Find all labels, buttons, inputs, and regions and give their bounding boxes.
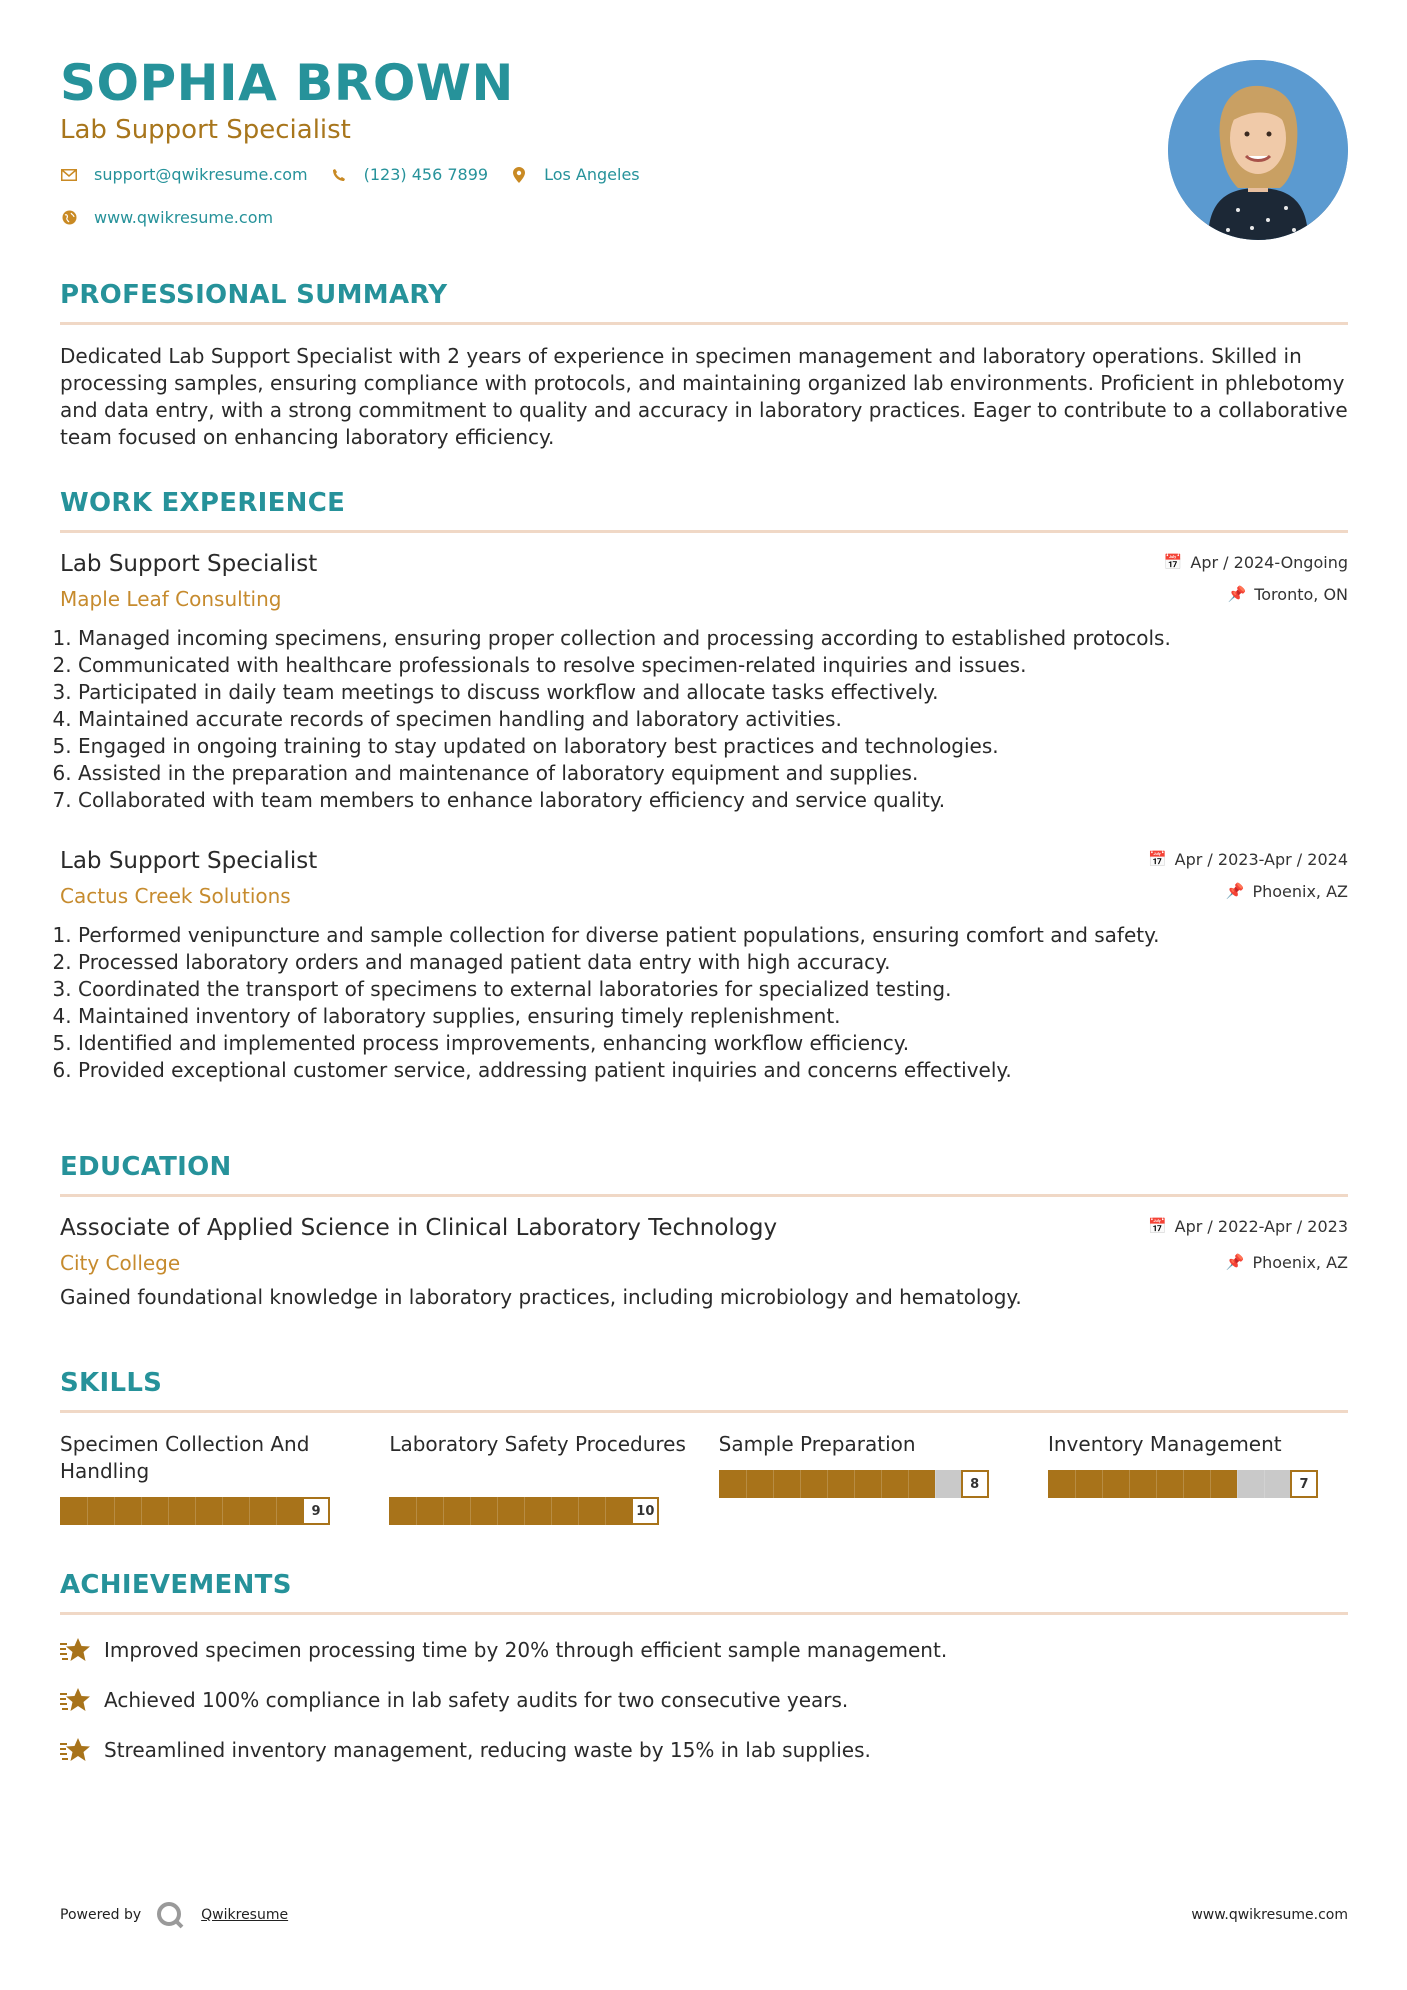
resume-header xyxy=(60,56,1180,227)
star-icon xyxy=(60,1735,90,1765)
skill-item xyxy=(60,1431,360,1525)
skill-score: 10 xyxy=(631,1497,659,1525)
achievement-text: Improved specimen processing time by 20% through efficient sample management. xyxy=(104,1638,948,1662)
skill-meter xyxy=(389,1497,689,1525)
skill-bar-track xyxy=(719,1470,989,1498)
envelope-icon xyxy=(60,166,78,184)
skill-bar-fill xyxy=(1048,1470,1237,1498)
globe-icon xyxy=(60,209,78,227)
skill-bar-segment xyxy=(1210,1470,1211,1498)
skill-bar-segment xyxy=(416,1497,417,1525)
website-text: www.qwikresume.com xyxy=(94,208,274,227)
skill-bar-segment xyxy=(195,1497,196,1525)
skill-bar-track xyxy=(389,1497,659,1525)
skill-item xyxy=(719,1431,1019,1525)
job-bullet: 5. Engaged in ongoing training to stay updated on laboratory best practices and technologies. xyxy=(78,733,1348,760)
skill-bar-segment xyxy=(114,1497,115,1525)
job-bullet: 5. Identified and implemented process improvements, enhancing workflow efficiency. xyxy=(78,1030,1348,1057)
school-name: City College xyxy=(60,1251,181,1275)
skill-bar-segment xyxy=(87,1497,88,1525)
achievements-heading: ACHIEVEMENTS xyxy=(60,1570,292,1600)
section-divider xyxy=(60,322,1348,325)
skill-bar-segment xyxy=(168,1497,169,1525)
job-role: Lab Support Specialist xyxy=(60,848,318,874)
degree-title: Associate of Applied Science in Clinical Laboratory Technology xyxy=(60,1215,778,1241)
phone-text: (123) 456 7899 xyxy=(363,165,489,184)
calendar-icon: 📅 xyxy=(1147,1217,1167,1235)
skill-bar-segment xyxy=(1075,1470,1076,1498)
job-bullet: 4. Maintained accurate records of specimen handling and laboratory activities. xyxy=(78,706,1348,733)
map-pin-icon xyxy=(510,166,528,184)
skill-bar-segment xyxy=(800,1470,801,1498)
phone-icon xyxy=(330,166,348,184)
skill-meter xyxy=(719,1470,1019,1498)
skill-item xyxy=(1048,1431,1348,1525)
skill-bar-segment xyxy=(551,1497,552,1525)
skill-bar-segment xyxy=(908,1470,909,1498)
contact-location xyxy=(510,165,640,184)
skill-bar-segment xyxy=(1129,1470,1130,1498)
skill-bar-segment xyxy=(249,1497,250,1525)
footer-website[interactable]: www.qwikresume.com xyxy=(1191,1907,1348,1923)
skill-bar-segment xyxy=(141,1497,142,1525)
achievement-text: Achieved 100% compliance in lab safety audits for two consecutive years. xyxy=(104,1688,849,1712)
skill-bar-segment xyxy=(443,1497,444,1525)
contact-email[interactable] xyxy=(60,165,308,184)
skill-name: Laboratory Safety Procedures xyxy=(389,1432,686,1456)
skill-meter xyxy=(60,1497,360,1525)
section-divider xyxy=(60,530,1348,533)
section-divider xyxy=(60,1410,1348,1413)
job-bullet: 6. Provided exceptional customer service, addressing patient inquiries and concerns effectively. xyxy=(78,1057,1348,1084)
achievement-item xyxy=(60,1685,1348,1715)
skill-bar-segment xyxy=(497,1497,498,1525)
pushpin-icon: 📌 xyxy=(1227,585,1247,603)
education-section xyxy=(60,1152,1348,1309)
skill-bar-segment xyxy=(1102,1470,1103,1498)
skill-bar-segment xyxy=(935,1470,936,1498)
job-bullet: 3. Coordinated the transport of specimens to external laboratories for specialized testing. xyxy=(78,976,1348,1003)
job-dates: Apr / 2023-Apr / 2024 xyxy=(1174,849,1348,869)
contact-row-website xyxy=(60,208,1180,227)
job-location: Phoenix, AZ xyxy=(1252,881,1348,901)
skill-bar-segment xyxy=(470,1497,471,1525)
experience-section xyxy=(60,488,1348,1084)
profile-photo xyxy=(1168,60,1348,240)
skill-score: 7 xyxy=(1290,1470,1318,1498)
job-bullet: 2. Processed laboratory orders and managed patient data entry with high accuracy. xyxy=(78,949,1348,976)
skill-bar-segment xyxy=(578,1497,579,1525)
skills-list xyxy=(60,1431,1348,1525)
achievement-text: Streamlined inventory management, reducing waste by 15% in lab supplies. xyxy=(104,1738,871,1762)
skill-bar-segment xyxy=(276,1497,277,1525)
achievement-item xyxy=(60,1735,1348,1765)
job-bullet: 6. Assisted in the preparation and maintenance of laboratory equipment and supplies. xyxy=(78,760,1348,787)
candidate-title: Lab Support Specialist xyxy=(60,115,351,145)
contact-phone[interactable] xyxy=(330,165,488,184)
education-description: Gained foundational knowledge in laboratory practices, including microbiology and hematology. xyxy=(60,1285,1022,1309)
section-divider xyxy=(60,1194,1348,1197)
job-bullet: 3. Participated in daily team meetings to discuss workflow and allocate tasks effectively. xyxy=(78,679,1348,706)
calendar-icon: 📅 xyxy=(1163,553,1183,571)
skill-bar-track xyxy=(1048,1470,1318,1498)
job-bullet: 7. Collaborated with team members to enhance laboratory efficiency and service quality. xyxy=(78,787,1348,814)
skill-bar-segment xyxy=(524,1497,525,1525)
portrait-illustration xyxy=(1168,60,1348,240)
skill-item xyxy=(389,1431,689,1525)
skill-bar-fill xyxy=(60,1497,303,1525)
skill-bar-segment xyxy=(773,1470,774,1498)
skill-bar-segment xyxy=(1264,1470,1265,1498)
star-icon xyxy=(60,1635,90,1665)
skill-bar-track xyxy=(60,1497,330,1525)
education-heading: EDUCATION xyxy=(60,1152,232,1182)
summary-section xyxy=(60,280,1348,451)
summary-text: Dedicated Lab Support Specialist with 2 years of experience in specimen management and laboratory operations. Skilled in processing samples, ensuring compliance with protocols, and maintaining organized lab environments. Proficient in phlebotomy and data entry, with a strong commitment to quality and accuracy in laboratory practices. Eager to contribute to a collaborative team focused on enhancing laboratory efficiency. xyxy=(60,344,1348,449)
skills-section xyxy=(60,1368,1348,1525)
skills-heading: SKILLS xyxy=(60,1368,163,1398)
job-bullet: 4. Maintained inventory of laboratory supplies, ensuring timely replenishment. xyxy=(78,1003,1348,1030)
brand-link[interactable]: Qwikresume xyxy=(201,1907,289,1923)
skill-meter xyxy=(1048,1470,1348,1498)
skill-score: 8 xyxy=(961,1470,989,1498)
skill-name: Sample Preparation xyxy=(718,1432,916,1456)
job-company: Maple Leaf Consulting xyxy=(60,587,282,611)
skill-bar-segment xyxy=(1183,1470,1184,1498)
experience-heading: WORK EXPERIENCE xyxy=(60,488,346,518)
education-entry xyxy=(60,1215,1348,1309)
star-icon xyxy=(60,1685,90,1715)
pushpin-icon: 📌 xyxy=(1225,1253,1245,1271)
skill-bar-segment xyxy=(881,1470,882,1498)
calendar-icon: 📅 xyxy=(1147,850,1167,868)
job-bullet: 1. Performed venipuncture and sample collection for diverse patient populations, ensuring comfort and safety. xyxy=(78,922,1348,949)
location-text: Los Angeles xyxy=(544,165,640,184)
skill-bar-segment xyxy=(854,1470,855,1498)
education-dates: Apr / 2022-Apr / 2023 xyxy=(1174,1216,1348,1236)
job-location: Toronto, ON xyxy=(1254,584,1348,604)
job-entry xyxy=(60,551,1348,814)
job-bullets xyxy=(60,625,1348,814)
contact-website[interactable] xyxy=(60,208,273,227)
section-divider xyxy=(60,1612,1348,1615)
education-location: Phoenix, AZ xyxy=(1252,1252,1348,1272)
skill-bar-segment xyxy=(222,1497,223,1525)
skill-score: 9 xyxy=(302,1497,330,1525)
pushpin-icon: 📌 xyxy=(1225,882,1245,900)
email-text: support@qwikresume.com xyxy=(94,165,308,184)
skill-bar-segment xyxy=(827,1470,828,1498)
powered-by-label: Powered by xyxy=(60,1907,142,1923)
achievements-section xyxy=(60,1570,1348,1765)
job-dates: Apr / 2024-Ongoing xyxy=(1190,552,1348,572)
page-footer xyxy=(60,1900,1348,1930)
candidate-name: SOPHIA BROWN xyxy=(60,54,514,112)
qwikresume-logo-icon xyxy=(155,1900,185,1930)
skill-bar-segment xyxy=(1237,1470,1238,1498)
job-role: Lab Support Specialist xyxy=(60,551,318,577)
job-entry xyxy=(60,848,1348,1084)
job-company: Cactus Creek Solutions xyxy=(60,884,291,908)
skill-bar-segment xyxy=(605,1497,606,1525)
contact-row xyxy=(60,165,1180,184)
summary-heading: PROFESSIONAL SUMMARY xyxy=(60,280,448,310)
skill-name: Specimen Collection And Handling xyxy=(60,1432,310,1483)
skill-bar-segment xyxy=(1156,1470,1157,1498)
skill-bar-segment xyxy=(746,1470,747,1498)
job-bullet: 2. Communicated with healthcare professionals to resolve specimen-related inquiries and issues. xyxy=(78,652,1348,679)
job-bullets xyxy=(60,922,1348,1084)
achievement-item xyxy=(60,1635,1348,1665)
job-bullet: 1. Managed incoming specimens, ensuring proper collection and processing according to established protocols. xyxy=(78,625,1348,652)
skill-name: Inventory Management xyxy=(1047,1432,1282,1456)
